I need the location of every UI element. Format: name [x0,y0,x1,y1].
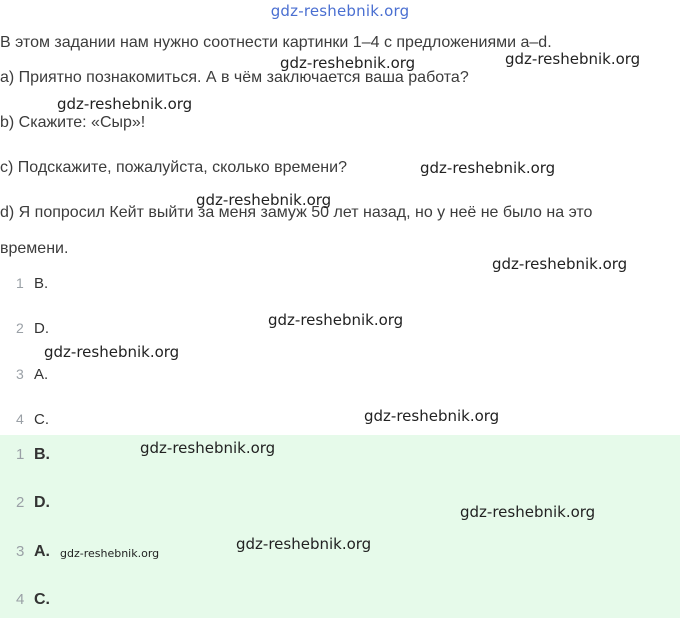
answer-number: 2 [16,320,24,336]
answer-item [16,411,49,428]
header-watermark: gdz-reshebnik.org [270,2,410,20]
answer-letter: C. [34,591,50,608]
answer-letter: B. [34,446,50,463]
sentence-a: a) Приятно познакомиться. А в чём заключается ваша работа? [0,69,469,86]
watermark: gdz-reshebnik.org [60,547,160,560]
answer-number: 2 [16,494,25,511]
answer-letter: D. [34,320,49,337]
task-intro: В этом задании нам нужно соотнести картинки 1–4 с предложениями a–d. [0,34,552,51]
answer-item [16,275,48,292]
answer-number: 3 [16,366,24,382]
watermark: gdz-reshebnik.org [280,54,416,72]
answer-letter: C. [34,411,49,428]
sentence-b: b) Скажите: «Сыр»! [0,114,146,131]
highlighted-answer-item [16,446,50,464]
watermark: gdz-reshebnik.org [57,95,193,113]
watermark: gdz-reshebnik.org [364,407,500,425]
answer-number: 1 [16,275,24,291]
watermark: gdz-reshebnik.org [44,343,180,361]
sentence-c: c) Подскажите, пожалуйста, сколько времени? [0,159,347,176]
watermark: gdz-reshebnik.org [236,535,372,553]
watermark: gdz-reshebnik.org [420,159,556,177]
answer-letter: A. [34,543,50,560]
answer-letter: A. [34,366,49,383]
answer-number: 3 [16,543,25,560]
highlighted-answer-item [16,494,50,512]
answer-number: 4 [16,411,24,427]
answer-letter: B. [34,275,49,292]
watermark: gdz-reshebnik.org [268,311,404,329]
highlighted-answer-item [16,543,50,561]
sentence-d: d) Я попросил Кейт выйти за меня замуж 50 лет назад, но у неё не было на это [0,204,593,221]
answer-item [16,320,49,337]
highlighted-answers-panel [0,435,680,618]
answer-item [16,366,48,383]
watermark: gdz-reshebnik.org [505,50,641,68]
answer-number: 1 [16,446,25,463]
watermark: gdz-reshebnik.org [492,255,628,273]
watermark: gdz-reshebnik.org [140,439,276,457]
watermark: gdz-reshebnik.org [196,191,332,209]
watermark: gdz-reshebnik.org [460,503,596,521]
answer-number: 4 [16,591,25,608]
sentence-d-continued: времени. [0,240,69,257]
highlighted-answer-item [16,591,50,609]
answer-letter: D. [34,494,50,511]
